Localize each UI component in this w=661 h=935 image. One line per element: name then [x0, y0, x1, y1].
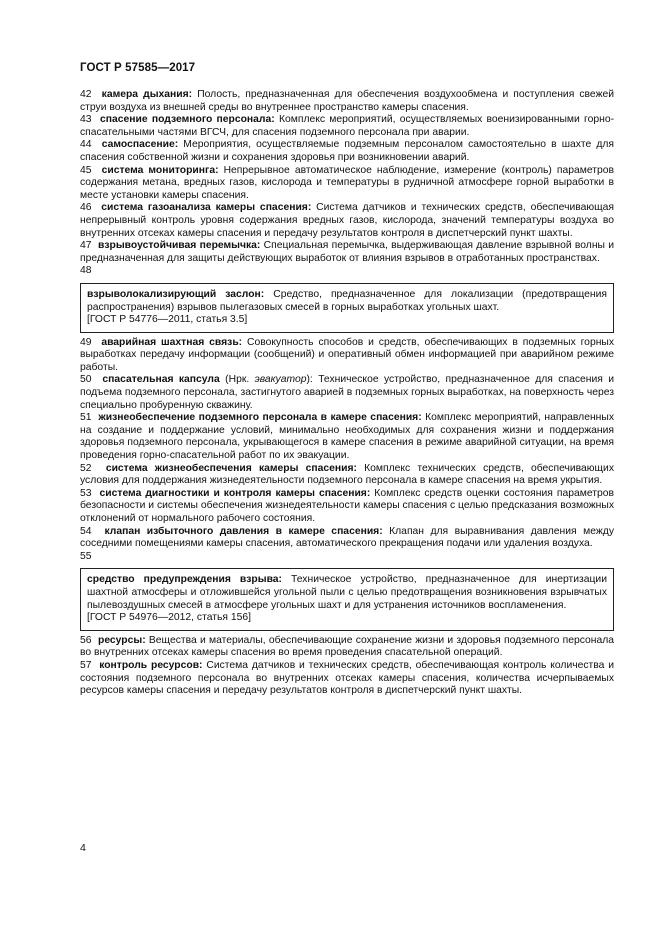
- page-number: 4: [80, 842, 86, 854]
- term-definition: Клапан для выравнивания давления между соседними помещениями камеры спасения, автоматического прекращения подачи или удаления воздуха.: [80, 525, 614, 550]
- term-title: взрывоустойчивая перемычка:: [98, 240, 261, 252]
- term-title: система жизнеобеспечения камеры спасения:: [105, 462, 357, 474]
- reference-box-48: [80, 283, 614, 333]
- term-entry-57: 57 контроль ресурсов: Система датчиков и технических средств, обеспечивающая контроль количества и состояния подземного персонала во внутренних отсеках камеры спасения, количества исчерпываемых ресурсов камеры спасения и передачу результатов контроля в диспетчерский пункт шахты.: [80, 659, 615, 697]
- term-definition: Система датчиков и технических средств, обеспечивающая непрерывный контроль уровня содержания вредных газов, кислорода, значений температуры воздуха во внутренних отсеках камеры спасения и передачу результатов контроля в диспетчерский пункт шахты.: [80, 202, 614, 239]
- term-title: спасение подземного персонала:: [100, 114, 275, 126]
- term-entry-43: 43 спасение подземного персонала: Комплекс мероприятий, осуществляемых военизированными горно-спасательными частями ВГСЧ, для спасения подземного персонала при аварии.: [80, 114, 615, 138]
- term-title: клапан избыточного давления в камере спасения:: [104, 525, 383, 537]
- term-title: самоспасение:: [101, 139, 179, 151]
- term-entry-52: 52 система жизнеобеспечения камеры спасения: Комплекс технических средств, обеспечивающих условия для поддержания жизнедеятельности подземного персонала в камере спасения на время укрытия.: [80, 462, 615, 487]
- term-title: спасательная капсула: [102, 374, 220, 386]
- term-note: (Нрк. эвакуатор):: [225, 374, 313, 386]
- term-definition: Мероприятия, осуществляемые подземным персоналом самостоятельно в шахте для спасения собственной жизни и сохранения здоровья при возникновении аварий.: [80, 139, 614, 163]
- term-definition: Специальная перемычка, выдерживающая давление взрывной волны и предназначенная для защиты действующих выработок от влияния взрывов в отработанных пространствах.: [80, 240, 615, 264]
- term-definition: Комплекс мероприятий, направленных на создание и поддержание условий, минимально необходимых для сохранения жизни и поддержания здоровья подземного персонала, укрывающегося в камере спасения в режиме аварийной ситуации, на время проведения горно-спасательной работ по их эвакуации.: [80, 412, 615, 462]
- term-definition: Непрерывное автоматическое наблюдение, измерение (контроль) параметров содержания метана, вредных газов, кислорода и температуры в рудничной атмосфере горной выработки в месте установки камеры спасения.: [80, 164, 615, 201]
- term-title: камера дыхания:: [101, 89, 193, 100]
- term-definition: Средство, предназначенное для локализации (предотвращения распространения) взрывов пылегазовых смесей в горных выработках угольных шахт.: [87, 288, 608, 313]
- term-title: система мониторинга:: [101, 164, 219, 176]
- terms-content: [80, 89, 614, 698]
- term-definition: Комплекс мероприятий, осуществляемых военизированными горно-спасательными частями ВГСЧ, для спасения подземного персонала при аварии.: [80, 114, 615, 138]
- term-entry-50: 50 спасательная капсула (Нрк. эвакуатор): Техническое устройство, предназначенное для спасения и подъема подземного персонала, застигнутого аварией в подземных горных выработках, на поверхность через специально пробуренную скважину.: [80, 374, 615, 411]
- term-entry-46: 46 система газоанализа камеры спасения: Система датчиков и технических средств, обеспечивающая непрерывный контроль уровня содержания вредных газов, кислорода, значений температуры воздуха во внутренних отсеках камеры спасения и передачу результатов контроля в диспетчерский пункт шахты.: [80, 202, 614, 239]
- term-title: контроль ресурсов:: [99, 659, 203, 671]
- term-definition: Комплекс технических средств, обеспечивающих условия для поддержания жизнедеятельности подземного персонала в камере спасения на время укрытия.: [80, 462, 615, 487]
- term-title: аварийная шахтная связь:: [101, 336, 243, 348]
- term-title: взрыволокализирующий заслон:: [87, 288, 265, 300]
- term-entry-42: 42 камера дыхания: Полость, предназначенная для обеспечения воздухообмена и поступления свежей струи воздуха из внешней среды во внутреннее пространство камеры спасения.: [80, 89, 615, 113]
- term-title: средство предупреждения взрыва:: [87, 574, 282, 586]
- source-reference: [ГОСТ Р 54776—2011, статья 3.5]: [87, 314, 248, 326]
- term-title: ресурсы:: [98, 634, 146, 646]
- reference-box-55: [80, 568, 614, 630]
- term-entry-49: 49 аварийная шахтная связь: Совокупность способов и средств, обеспечивающих в подземных горных выработках передачу информации (сообщений) и оперативный обмен информацией при аварийном режиме работы.: [80, 336, 615, 373]
- term-entry-45: 45 система мониторинга: Непрерывное автоматическое наблюдение, измерение (контроль) параметров содержания метана, вредных газов, кислорода и температуры в рудничной атмосфере горной выработки в месте установки камеры спасения.: [80, 164, 615, 201]
- term-entry-51: 51 жизнеобеспечение подземного персонала в камере спасения: Комплекс мероприятий, направленных на создание и поддержание условий, минимально необходимых для сохранения жизни и поддержания здоровья подземного персонала, укрывающегося в камере спасения в режиме аварийной ситуации, на время проведения горно-спасательной работ по их эвакуации.: [80, 412, 615, 462]
- term-definition: Полость, предназначенная для обеспечения воздухообмена и поступления свежей струи воздуха из внешней среды во внутреннее пространство камеры спасения.: [80, 89, 615, 113]
- term-definition: Система датчиков и технических средств, обеспечивающая контроль количества и состояния подземного персонала во внутренних отсеках камеры спасения, количества исчерпываемых ресурсов камеры спасения и передачу результатов контроля в диспетчерский пункт шахты.: [80, 659, 615, 697]
- term-entry-54: 54 клапан избыточного давления в камере спасения: Клапан для выравнивания давления между соседними помещениями камеры спасения, автоматического прекращения подачи или удаления воздуха.: [80, 525, 614, 550]
- term-entry-44: 44 самоспасение: Мероприятия, осуществляемые подземным персоналом самостоятельно в шахте для спасения собственной жизни и сохранения здоровья при возникновении аварий.: [80, 139, 614, 163]
- term-definition: Комплекс средств оценки состояния параметров безопасности и системы обеспечения жизнедеятельности камеры спасения с целью предсказания возможных отклонений от нормального рабочего состояния.: [80, 487, 614, 524]
- term-title: система газоанализа камеры спасения:: [101, 202, 312, 214]
- term-definition: Вещества и материалы, обеспечивающие сохранение жизни и здоровья подземного персонала во внутренних отсеках камеры спасения во время проведения спасательной операций.: [80, 634, 615, 659]
- term-title: система диагностики и контроля камеры спасения:: [99, 487, 371, 499]
- term-definition: Техническое устройство, предназначенное для спасения и подъема подземного персонала, застигнутого аварией в подземных горных выработках, на поверхность через специально пробуренную скважину.: [80, 374, 615, 411]
- term-number-48: 48: [80, 265, 92, 277]
- term-entry-56: 56 ресурсы: Вещества и материалы, обеспечивающие сохранение жизни и здоровья подземного персонала во внутренних отсеках камеры спасения во время проведения спасательной операций.: [80, 634, 615, 659]
- term-title: жизнеобеспечение подземного персонала в камере спасения:: [98, 412, 422, 424]
- term-number-55: 55: [80, 550, 92, 562]
- term-entry-53: 53 система диагностики и контроля камеры спасения: Комплекс средств оценки состояния параметров безопасности и системы обеспечения жизнедеятельности камеры спасения с целью предсказания возможных отклонений от нормального рабочего состояния.: [80, 487, 614, 524]
- term-definition: Совокупность способов и средств, обеспечивающих в подземных горных выработках передачу информации (сообщений) и оперативный обмен информацией при аварийном режиме работы.: [80, 336, 615, 373]
- term-definition: Техническое устройство, предназначенное для инертизации шахтной атмосферы и отложившейся угольной пыли с целью предотвращения возникновения взрывчатых пылевоздушных смесей в атмосфере угольных шахт и для устранения источников воспламенения.: [87, 574, 607, 611]
- standard-header: ГОСТ Р 57585—2017: [80, 62, 196, 74]
- term-entry-47: 47 взрывоустойчивая перемычка: Специальная перемычка, выдерживающая давление взрывной волны и предназначенная для защиты действующих выработок от влияния взрывов в отработанных пространствах.: [80, 240, 615, 264]
- source-reference: [ГОСТ Р 54976—2012, статья 156]: [87, 612, 251, 624]
